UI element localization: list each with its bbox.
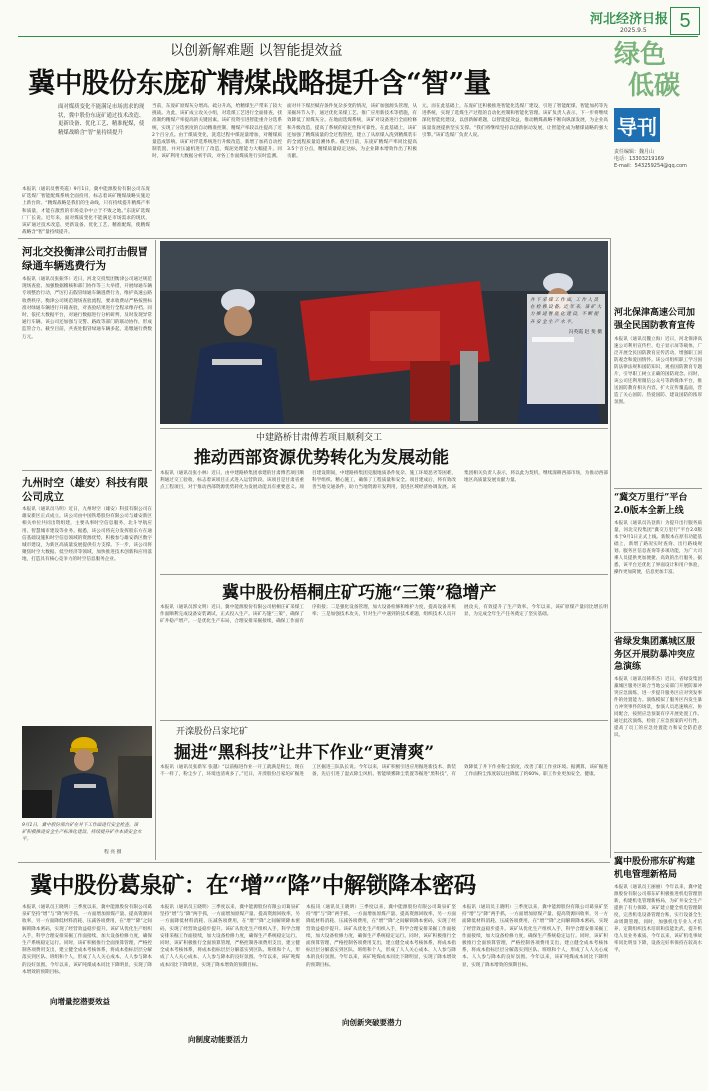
bottom-subhead-1: 向增量挖潜要效益 <box>50 997 110 1006</box>
page-number-box <box>670 7 700 35</box>
issue-date: 2025.9.5 <box>620 27 647 34</box>
center-3-body: 本报讯（通讯员张新军 张越）“以前掘进作业一开工就满是粉尘，现在不一样了，粉尘少了，环境也清爽多了。”近日，开滦股份吕家坨矿掘进工区掘进三队队长说。今年以来，该矿积极引进应用掘进新技术、新装备，先后引进了湿式除尘风机、智能喷雾降尘装置等掘进“黑科技”，有效降低了井下作业粉尘浓度，改善了职工作业环境。据测算，该矿掘进工作面粉尘浓度较以往降低了约60%，职工作业更加安全、健康。 <box>160 765 608 778</box>
section-label <box>614 40 700 238</box>
bottom-body-c: 本报讯（通讯员王晓明）三季度以来，冀中能源股份有限公司葛泉矿坚持“增”与“降”两手抓，一方面增加原煤产量、提高资源回收率，另一方面降低材料消耗、压减各项费用，在“增”“降”之间解锁降本密码，实现了经营效益稳步提升。该矿从优化生产组织入手，科学合理安排采掘工作面接续，加大设备检修力度，确保生产系统稳定运行。同时，该矿积极推行全面预算管理，严格控制各项费用支出，建立健全成本考核体系，将成本指标层层分解落实到区队、班组和个人，形成了人人关心成本、人人参与降本的良好氛围。今年以来，该矿吨煤成本同比下降明显，实现了降本增效的预期目标。 <box>306 905 456 968</box>
editor-credit: 责任编辑：魏月山 <box>614 149 655 155</box>
section-lowcarbon: 低碳 <box>628 71 681 101</box>
lead-photo-caption <box>527 294 605 404</box>
divider <box>22 470 152 471</box>
center-1-title: 推动西部资源优势转化为发展动能 <box>194 448 449 468</box>
left-article-2-title: 九州时空（雄安）科技有限公司成立 <box>22 477 148 503</box>
masthead-rule <box>18 36 698 37</box>
lead-photo-credit: 冯英霞 赵 斐 摄 <box>568 329 602 335</box>
right-article-2-title: “冀交万里行”平台2.0版本全新上线 <box>614 493 688 516</box>
lead-photo-caption-text: 井 下 采 煤 工 作 面，工 作 人 员 在 检 修 设 备。近 年 来，该 矿 大 力 推 进 智 能 化 建 设，不 断 提 升 安 全 生 产 水 平。 <box>530 298 602 325</box>
worker-illustration <box>22 726 152 818</box>
lead-kicker: 以创新解难题 以智能提效益 <box>170 43 343 59</box>
left-article-2-body: 本报讯（通讯员马明）近日，九州时空（雄安）科技有限公司在雄安新区正式成立。该公司由中国铁塔股份有限公司与雄安新区相关单位共同出资组建，主要从事时空信息服务、北斗导航应用、智慧城市建设等业务。据悉，该公司将充分发挥股东方在通信基础设施和时空信息领域的资源优势，积极参与雄安新区数字城市建设，为新区高质量发展提供有力支撑。下一步，该公司将聚焦时空大数据、低空经济等领域，加快推进技术创新和应用落地，打造具有核心竞争力的时空信息服务企业。 <box>22 507 152 563</box>
lead-intro: 面对煤质变化不能满足市场需求的现状，冀中股份东庞矿通过技术改造、更新设备、优化工艺、精准配煤，使精煤战略含“智”量持续提升 <box>58 104 145 136</box>
divider <box>610 238 611 858</box>
divider <box>18 238 610 239</box>
section-guide-box <box>614 108 660 142</box>
left-article-1-body: 本报讯（通讯员张振华）近日，河北交投集团衡津公司通过规范现场查验、加强数据稽核和部门协作等三大举措，开展绿通车辆专项整治行动，严厉打击假冒绿通车辆逃费行为，维护高速公路收费秩序。衡津公司规范现场查验流程，要求收费站严格按照标准对绿通车辆进行开箱查验，对查验结果进行全程录像存档。同时，依托大数据平台，对通行数据进行分析研判，及时发现异常通行车辆。该公司还加强与交警、路政等部门的联动协作，形成监管合力。截至目前，共查处假冒绿通车辆多起，追缴通行费数万元。 <box>22 277 152 340</box>
divider <box>160 720 608 721</box>
center-3-kicker: 开滦股份吕家坨矿 <box>176 727 249 737</box>
paper-name: 河北经济日报 <box>590 12 669 27</box>
bottom-body-a: 本报讯（通讯员王晓明）三季度以来，冀中能源股份有限公司葛泉矿坚持“增”与“降”两手抓，一方面增加原煤产量、提高资源回收率，另一方面降低材料消耗、压减各项费用，在“增”“降”之间解锁降本密码，实现了经营效益稳步提升。该矿从优化生产组织入手，科学合理安排采掘工作面接续，加大设备检修力度，确保生产系统稳定运行。同时，该矿积极推行全面预算管理，严格控制各项费用支出，建立健全成本考核体系，将成本指标层层分解落实到区队、班组和个人，形成了人人关心成本、人人参与降本的良好氛围。今年以来，该矿吨煤成本同比下降明显，实现了降本增效的预期目标。 <box>22 905 152 975</box>
center-1-kicker: 中建路桥甘肃傅若项目顺利交工 <box>256 433 383 443</box>
lead-col4: 元。而在此基础上，东庞矿还积极推进智能化选煤厂建设，引进了智能配煤、智能加药等先进系统，实现了选煤生产过程的自动化控制和智能化管理。该矿负责人表示，下一步将继续深化智能化建设，以创新解难题，以智能提效益，推动精煤战略不断向纵深发展，为企业高质量发展提供坚实支撑。“我们将继续坚持以创新驱动发展，让智能化成为精煤战略的强大引擎。”该矿选煤厂负责人说。 <box>422 104 608 138</box>
divider <box>160 428 608 429</box>
left-photo-caption: 9月1日，冀中股份邢台矿在井下工作面进行安全检查。该矿积极推进安全生产标准化建设，持续提升矿井本质安全水平。 <box>22 823 142 842</box>
lead-col3: 面对井下煤层赋存条件复杂多变的情况，该矿加强源头管理，从采掘环节入手，通过优化采煤工艺、推广应用新技术等措施，有效降低了原煤灰分。在地面选煤系统，该矿对设备进行全面检修和升级改造，提高了系统的稳定性和可靠性。在此基础上，该矿还加强了精煤质量的全过程管控，建立了从原煤入洗到精煤装车的全流程质量追溯体系。截至目前，东庞矿精煤产率同比提高3.5个百分点，精煤质量稳定达标，为企业降本增效作出了积极贡献。 <box>287 104 417 160</box>
section-guide: 导刊 <box>617 114 657 139</box>
center-2-title: 冀中股份梧桐庄矿巧施“三策”稳增产 <box>222 583 497 603</box>
center-2-body: 本报讯（通讯员郭文明）近日，冀中能源股份有限公司梧桐庄矿采煤工作面顺利完成设备安装调试，正式投入生产。该矿巧施“三策”，确保了矿井稳产增产。一是优化生产布局，合理安排采掘接续，确保工作面有序衔接；二是强化设备管理，加大设备检修和维护力度，提高设备开机率；三是加强技术攻关，针对生产中遇到的技术难题，组织技术人员开展攻关，有效提升了生产效率。今年以来，该矿原煤产量同比增长明显，为完成全年生产任务奠定了坚实基础。 <box>160 605 608 625</box>
page-number: 5 <box>679 9 691 32</box>
bottom-title: 冀中股份葛泉矿：在“增”“降”中解锁降本密码 <box>30 873 476 899</box>
right-article-4-title: 冀中股份邢东矿构建机电管理新格局 <box>614 857 696 880</box>
editor-phone: 电话：13303219169 <box>614 156 664 162</box>
bottom-body-b: 本报讯（通讯员王晓明）三季度以来，冀中能源股份有限公司葛泉矿坚持“增”与“降”两手抓，一方面增加原煤产量、提高资源回收率，另一方面降低材料消耗、压减各项费用，在“增”“降”之间解锁降本密码，实现了经营效益稳步提升。该矿从优化生产组织入手，科学合理安排采掘工作面接续，加大设备检修力度，确保生产系统稳定运行。同时，该矿积极推行全面预算管理，严格控制各项费用支出，建立健全成本考核体系，将成本指标层层分解落实到区队、班组和个人，形成了人人关心成本、人人参与降本的良好氛围。今年以来，该矿吨煤成本同比下降明显，实现了降本增效的预期目标。 <box>160 905 300 968</box>
right-article-3-title: 省绿发集团藁城区服务区开展防暴冲突应急演练 <box>614 637 696 672</box>
left-article-1-title: 河北交投衡津公司打击假冒绿通车辆逃费行为 <box>22 246 148 272</box>
left-photo-credit: 程 亮 摄 <box>104 850 122 855</box>
section-green: 绿色 <box>614 40 667 70</box>
divider <box>614 488 702 489</box>
right-article-1-title: 河北保津高速公司加强全民国防教育宣传 <box>614 308 696 331</box>
right-article-2-body: 本报讯（通讯员冯登新）为提升出行服务质量，河北交投集团“冀交万里行”平台2.0版本于9月1日正式上线。新版本在原有功能基础上，新增了路况实时查询、出行路线规划、服务区信息查询等多项功能，为广大司乘人员提供更加便捷、高效的出行服务。据悉，该平台还优化了界面设计和用户体验，操作更加简便，信息更加丰富。 <box>614 521 702 575</box>
bottom-body-d: 本报讯（通讯员王晓明）三季度以来，冀中能源股份有限公司葛泉矿坚持“增”与“降”两手抓，一方面增加原煤产量、提高资源回收率，另一方面降低材料消耗、压减各项费用，在“增”“降”之间解锁降本密码，实现了经营效益稳步提升。该矿从优化生产组织入手，科学合理安排采掘工作面接续，加大设备检修力度，确保生产系统稳定运行。同时，该矿积极推行全面预算管理，严格控制各项费用支出，建立健全成本考核体系，将成本指标层层分解落实到区队、班组和个人，形成了人人关心成本、人人参与降本的良好氛围。今年以来，该矿吨煤成本同比下降明显，实现了降本增效的预期目标。 <box>462 905 608 968</box>
divider <box>614 632 702 633</box>
lead-col2: 当前，东庞矿原煤灰分增高、硫分升高，给精煤生产带来了较大挑战。为此，该矿成立攻关小组，对选煤工艺进行全面排查，找准制约精煤产率提高的关键因素。该矿投资引进智能重介分选系统，实现了分选密度的自动精准控制，精煤产率较以往提高了近2个百分点。由于煤质变化，洗选过程中煤泥量增加，对精煤质量造成影响。该矿对浮选系统进行升级改造，新增了加药自动控制装置，并对压滤机进行了改造，煤泥处理能力大幅提升。同时，该矿利用大数据分析手段，对各工作面煤质进行实时监测。 <box>152 104 282 160</box>
right-article-3-body: 本报讯（通讯员韩伟杰）近日，省绿发集团藁城区服务区联合当地公安部门开展防暴冲突应急演练，进一步提升服务区应对突发事件的处置能力。演练模拟了服务区内发生暴力冲突事件的场景，参演人员迅速响应、协同配合，按照应急预案有序开展处置工作。通过此次演练，检验了应急预案的可行性，提高了员工的应急处置能力和安全防范意识。 <box>614 677 702 738</box>
center-1-body: 本报讯（通讯员张小林）近日，由中建路桥集团承建的甘肃傅若项目顺利通过交工验收，标志着该项目正式进入运营阶段。该项目是甘肃省重点工程项目，对于推动西部资源优势转化为发展动能具有重要意义。项目建设期间，中建路桥集团克服地质条件复杂、施工环境恶劣等困难，科学组织、精心施工，确保了工程质量和安全。项目建成后，将有效改善当地交通条件，助力当地资源开发利用，促进区域经济协调发展。该集团相关负责人表示，将以此为契机，继续深耕西部市场，为推动西部地区高质量发展贡献力量。 <box>160 471 608 491</box>
divider <box>614 852 702 853</box>
right-article-4-body: 本报讯（通讯员王丽丽）今年以来，冀中能源股份有限公司邢东矿积极推进机电管理创新，构建机电管理新格局，为矿井安全生产提供了有力保障。该矿建立健全机电管理制度，完善机电设备管理台账，实行设备全生命周期管理。同时，加强机电专业人才培养，定期组织技术培训和技能比武，提升机电人员业务素质。今年以来，该矿机电事故率同比明显下降，设备完好率保持在较高水平。 <box>614 885 702 953</box>
left-photo <box>22 726 152 818</box>
bottom-subhead-3: 向创新突破要潜力 <box>342 1018 402 1027</box>
lead-title: 冀中股份东庞矿精煤战略提升含“智”量 <box>28 67 491 99</box>
center-3-title: 掘进“黑科技”让井下作业“更清爽” <box>174 743 435 763</box>
divider <box>160 574 608 575</box>
bottom-subhead-2: 向制度动能要活力 <box>188 1035 248 1044</box>
divider <box>155 240 156 860</box>
editor-email: E-mail：543259254@qq.com <box>614 163 687 169</box>
right-article-1-body: 本报讯（通讯员魏立海）近日，河北保津高速公司利用宣传栏、电子显示屏等载体，广泛开展全民国防教育宣传活动，增强职工国防观念和爱国情怀。该公司组织职工学习国防法律法规和国防知识，观看国防教育专题片，引导职工树立正确的国防观念。同时，该公司还利用微信公众号等新媒体平台，推送国防教育相关内容，扩大宣传覆盖面，营造了关心国防、热爱国防、建设国防的浓厚氛围。 <box>614 337 702 405</box>
lead-col1: 本报讯（通讯员曹英霞）9月1日，冀中能源股份有限公司东庞矿选煤厂智能配煤系统全面投用，标志着该矿精煤战略实施迈上新台阶。“精煤战略是我们的生命线，只有持续提升精煤产率和质量，才能在激烈的市场竞争中立于不败之地。”东庞矿选煤厂厂长说。近年来，面对煤质变化不能满足市场需求的现状，该矿通过技术改造、更新设备、优化工艺、精准配煤，使精煤战略含“智”量持续提升。 <box>22 187 150 236</box>
divider <box>18 862 610 863</box>
